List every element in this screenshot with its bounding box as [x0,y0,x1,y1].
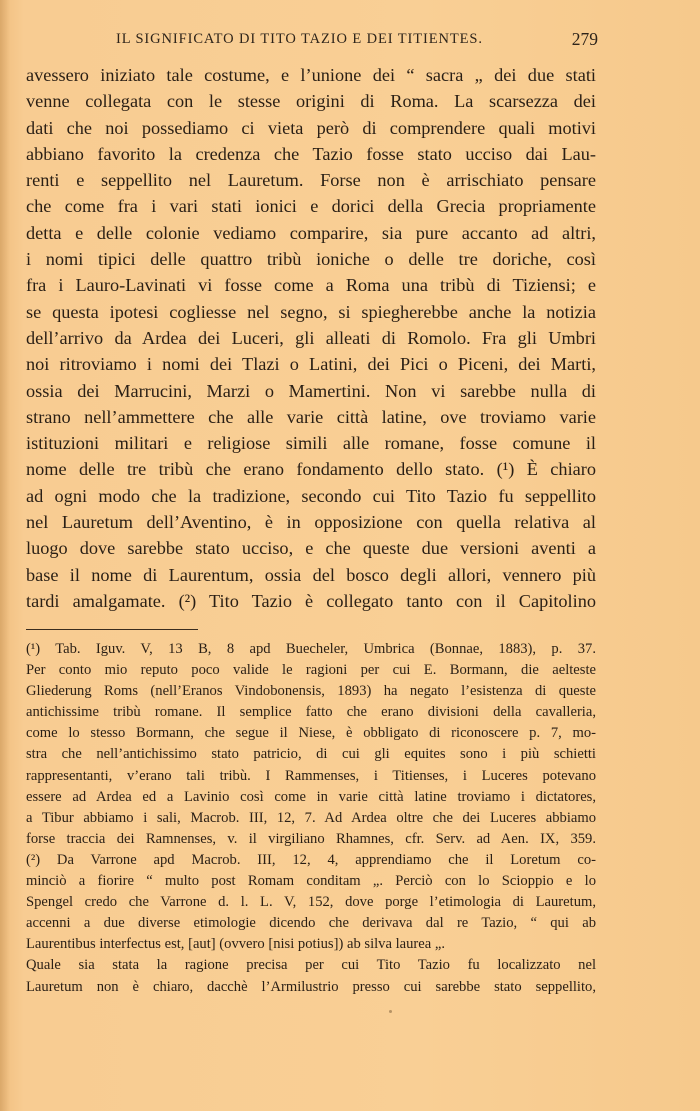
footnote-line: (²) Da Varrone apd Macrob. III, 12, 4, apprendiamo che il Loretum co- [26,851,596,868]
text-line: luogo dove sarebbe stato ucciso, e che queste due versioni aventi a [26,538,596,559]
paper-speck [389,1010,392,1013]
text-line: dati che noi possediamo ci vieta però di comprendere quali motivi [26,117,596,138]
footnote-line: a Tibur abbiamo i sali, Macrob. III, 12, 7. Ad Ardea oltre che dei Luceres abbiamo [26,809,596,826]
footnote-line: Per conto mio reputo poco valide le ragioni per cui E. Bormann, die aelteste [26,662,596,679]
footnote-line: accenni a due diverse etimologie dicendo che derivava dal re Tazio, “ qui ab [26,915,596,932]
footnote-line: Quale sia stata la ragione precisa per cui Tito Tazio fu localizzato nel [26,957,596,974]
footnotes [26,639,596,998]
footnote-line: come lo stesso Bormann, che segue il Niese, è obbligato di riconoscere p. 7, mo- [26,725,596,742]
text-line: tardi amalgamate. (²) Tito Tazio è collegato tanto con il Capitolino [26,590,596,611]
text-line: fra i Lauro-Lavinati vi fosse come a Roma una tribù di Tiziensi; e [26,275,596,296]
footnote-line: Gliederung Roms (nell’Eranos Vindobonensis, 1893) ha negato l’esistenza di queste [26,683,596,700]
text-line: abbiano favorito la credenza che Tazio fosse stato ucciso dai Lau- [26,143,596,164]
text-line: strano nell’ammettere che alle varie città latine, ove troviamo varie [26,406,596,427]
text-line: nome delle tre tribù che erano fondamento dello stato. (¹) È chiaro [26,459,596,480]
text-line: se questa ipotesi cogliesse nel segno, si spiegherebbe anche la notizia [26,301,596,322]
footnote-line: Spengel credo che Varrone d. l. L. V, 152, dove porge l’etimologia di Lauretum, [26,894,596,911]
footnote-line: minciò a fiorire “ multo post Romam conditam „. Perciò con lo Scioppio e lo [26,873,596,890]
text-line: che come fra i vari stati ionici e dorici della Grecia propriamente [26,196,596,217]
text-line: avessero iniziato tale costume, e l’unione dei “ sacra „ dei due stati [26,65,596,85]
text-line: nel Lauretum dell’Aventino, è in opposizione con quella relativa al [26,512,596,533]
footnote-line: (¹) Tab. Iguv. V, 13 B, 8 apd Buecheler, Umbrica (Bonnae, 1883), p. 37. [26,641,596,657]
footnote-line: stra che nell’antichissimo stato patricio, di cui gli equites sono i più schietti [26,746,596,763]
running-head: IL SIGNIFICATO DI TITO TAZIO E DEI TITIENTES. [116,31,483,47]
text-line: ossia dei Marrucini, Marzi o Mamertini. Non vi sarebbe nulla di [26,380,596,401]
text-line: detta e delle colonie vediamo comparire, sia pure accanto ad altri, [26,222,596,243]
footnote-line: antichissime tribù romane. Il semplice fatto che erano divisioni della cavalleria, [26,704,596,721]
page-header [26,29,598,51]
text-line: renti e seppellito nel Lauretum. Forse non è arrischiato pensare [26,170,596,191]
footnote-separator [26,629,198,630]
footnote-line: forse traccia dei Ramnenses, v. il virgiliano Rhamnes, cfr. Serv. ad Aen. IX, 359. [26,830,596,847]
text-line: noi ritroviamo i nomi dei Tlazi o Latini, dei Pici o Piceni, dei Marti, [26,354,596,375]
main-text [26,62,596,614]
footnote-line: Lauretum non è chiaro, dacchè l’Armilustrio presso cui sarebbe stato seppellito, [26,978,596,995]
text-line: i nomi tipici delle quattro tribù ioniche o delle tre doriche, così [26,249,596,270]
page-edge-shadow [0,0,10,1111]
text-line: venne collegata con le stesse origini di Roma. La scarsezza dei [26,91,596,112]
text-line: base il nome di Laurentum, ossia del bosco degli allori, vennero più [26,564,596,585]
text-line: dell’arrivo da Ardea dei Luceri, gli alleati di Romolo. Fra gli Umbri [26,327,596,348]
footnote-line: essere ad Ardea ed a Lavinio così come in varie città latine troviamo i dictatores, [26,788,596,805]
footnote-line: Laurentibus interfectus est, [aut] (ovvero [nisi potius]) ab silva laurea „. [26,936,446,953]
page-number: 279 [571,29,598,49]
text-line: ad ogni modo che la tradizione, secondo cui Tito Tazio fu seppellito [26,485,596,506]
text-line: istituzioni militari e religiose simili alle romane, fosse comune il [26,433,596,454]
footnote-line: rappresentanti, v’erano tali tribù. I Rammenses, i Titienses, i Luceres potevano [26,767,596,784]
